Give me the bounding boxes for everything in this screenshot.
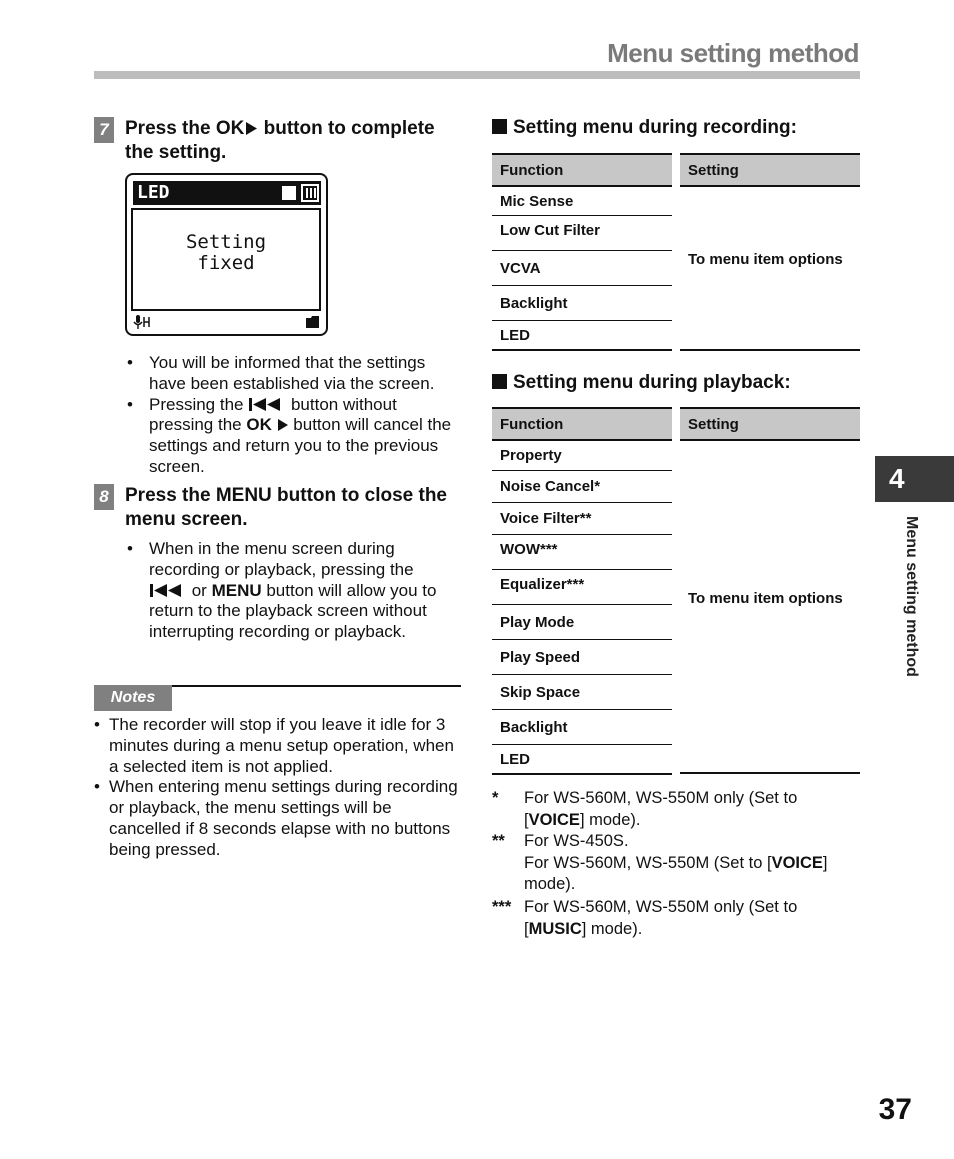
lcd-screen <box>131 208 321 311</box>
footnote-mode: VOICE <box>771 853 823 872</box>
footnote-line-1: For WS-450S. <box>524 832 629 850</box>
playback-setting-bottom-rule <box>680 772 860 774</box>
table-row: Mic Sense <box>492 187 672 216</box>
footnote-mode: MUSIC <box>528 919 582 938</box>
playback-setting-value: To menu item options <box>688 590 843 607</box>
step-8-bullets <box>125 539 455 643</box>
playback-menu-heading-text: Setting menu during playback: <box>513 372 791 393</box>
footnote-text-c: ] mode). <box>579 810 641 829</box>
lcd-top-label: LED <box>137 182 170 203</box>
footnote-1 <box>492 788 842 831</box>
lcd-display <box>125 173 328 336</box>
table-row: Backlight <box>492 710 672 745</box>
step-8-text-post: button to close the menu screen. <box>125 485 447 530</box>
bullet-text-a: Pressing the <box>149 394 249 414</box>
title-rule <box>94 71 860 79</box>
step-7-text <box>125 117 455 165</box>
footnote-mark: * <box>492 789 499 807</box>
recording-setting-bottom-rule <box>680 349 860 351</box>
ok-label: OK <box>215 118 245 139</box>
list-item <box>125 539 455 643</box>
playback-function-header: Function <box>492 407 672 441</box>
list-item: • The recorder will stop if you leave it idle for 3 minutes during a menu setup operation, when a selected item is not applied. <box>94 715 466 777</box>
ok-label: OK <box>246 415 272 435</box>
table-row: LED <box>492 321 672 351</box>
bullet-text-a: When in the menu screen during recording or playback, pressing the <box>149 539 414 579</box>
table-row: Low Cut Filter <box>492 216 672 251</box>
table-row: Property <box>492 441 672 471</box>
footnote-text <box>524 831 842 896</box>
lcd-line-2: fixed <box>197 252 255 274</box>
bullet-text-b: button without pressing the <box>149 394 397 435</box>
square-bullet-icon <box>492 374 507 389</box>
table-row: Equalizer*** <box>492 570 672 605</box>
step-7-text-post: button to complete the setting. <box>125 118 435 163</box>
step-number-7: 7 <box>94 117 114 143</box>
table-row: Voice Filter** <box>492 503 672 535</box>
table-row: VCVA <box>492 251 672 286</box>
list-item: • When entering menu settings during recording or playback, the menu settings will be cancelled if 8 seconds elapse with no buttons being pressed. <box>94 777 466 860</box>
lcd-square-icon <box>281 185 297 201</box>
skip-back-icon <box>248 397 286 412</box>
page-number: 37 <box>878 1093 912 1126</box>
step-8-text <box>125 484 460 532</box>
footnote-text-c: ] mode). <box>581 919 643 938</box>
bullet-text-c: button will cancel the settings and return you to the previous screen. <box>149 415 452 476</box>
step-7-bullets <box>125 353 465 478</box>
table-row: Play Mode <box>492 605 672 640</box>
footnote-mark: ** <box>492 832 505 850</box>
step-7-text-pre: Press the <box>125 118 216 139</box>
playback-setting-header: Setting <box>680 407 860 441</box>
playback-menu-heading <box>492 372 791 394</box>
table-row: Play Speed <box>492 640 672 675</box>
step-number-8: 8 <box>94 484 114 510</box>
list-item <box>125 353 465 395</box>
footnote-text-a: For WS-560M, WS-550M only (Set to [ <box>524 789 798 829</box>
footnote-text-c: ] mode). <box>524 853 828 893</box>
lcd-line-1: Setting <box>185 231 267 253</box>
notes-label: Notes <box>94 685 172 711</box>
bullet-text: You will be informed that the settings have been established via the screen. <box>149 353 435 393</box>
chapter-side-label: Menu setting method <box>903 516 920 677</box>
footnote-mode: VOICE <box>528 810 580 829</box>
footnote-3 <box>492 897 842 940</box>
list-item <box>125 395 465 478</box>
battery-icon <box>301 184 319 202</box>
notes-rule <box>172 685 461 687</box>
menu-label: MENU <box>215 485 272 506</box>
notes-list <box>94 715 466 861</box>
recording-menu-heading <box>492 117 797 139</box>
recording-setting-header: Setting <box>680 153 860 187</box>
footnote-text-a: For WS-560M, WS-550M only (Set to [ <box>524 898 798 938</box>
footnote-text <box>524 897 842 940</box>
table-row: Skip Space <box>492 675 672 710</box>
footnote-mark: *** <box>492 898 512 916</box>
table-row: Backlight <box>492 286 672 321</box>
mic-sense-icon <box>133 314 151 330</box>
lcd-top-bar <box>133 181 321 205</box>
bullet-text-or: or <box>187 580 212 600</box>
table-row: Noise Cancel* <box>492 471 672 503</box>
footnote-text-a: For WS-560M, WS-550M (Set to [ <box>524 853 772 872</box>
table-row: WOW*** <box>492 535 672 570</box>
page-title: Menu setting method <box>607 38 859 68</box>
chapter-tab: 4 <box>875 456 954 502</box>
step-8-text-pre: Press the <box>125 485 216 506</box>
recording-setting-value: To menu item options <box>688 251 843 268</box>
table-row: LED <box>492 745 672 775</box>
recording-function-header: Function <box>492 153 672 187</box>
footnote-2 <box>492 831 842 896</box>
folder-icon <box>305 315 320 329</box>
square-bullet-icon <box>492 119 507 134</box>
bullet-text-c: button will allow you to return to the playback screen without interrupting recording or playback. <box>149 580 437 642</box>
menu-label: MENU <box>211 580 262 600</box>
play-arrow-icon <box>244 121 258 136</box>
play-arrow-icon <box>277 418 289 432</box>
footnote-text <box>524 788 842 831</box>
skip-back-icon <box>149 583 187 598</box>
recording-menu-heading-text: Setting menu during recording: <box>513 117 797 138</box>
